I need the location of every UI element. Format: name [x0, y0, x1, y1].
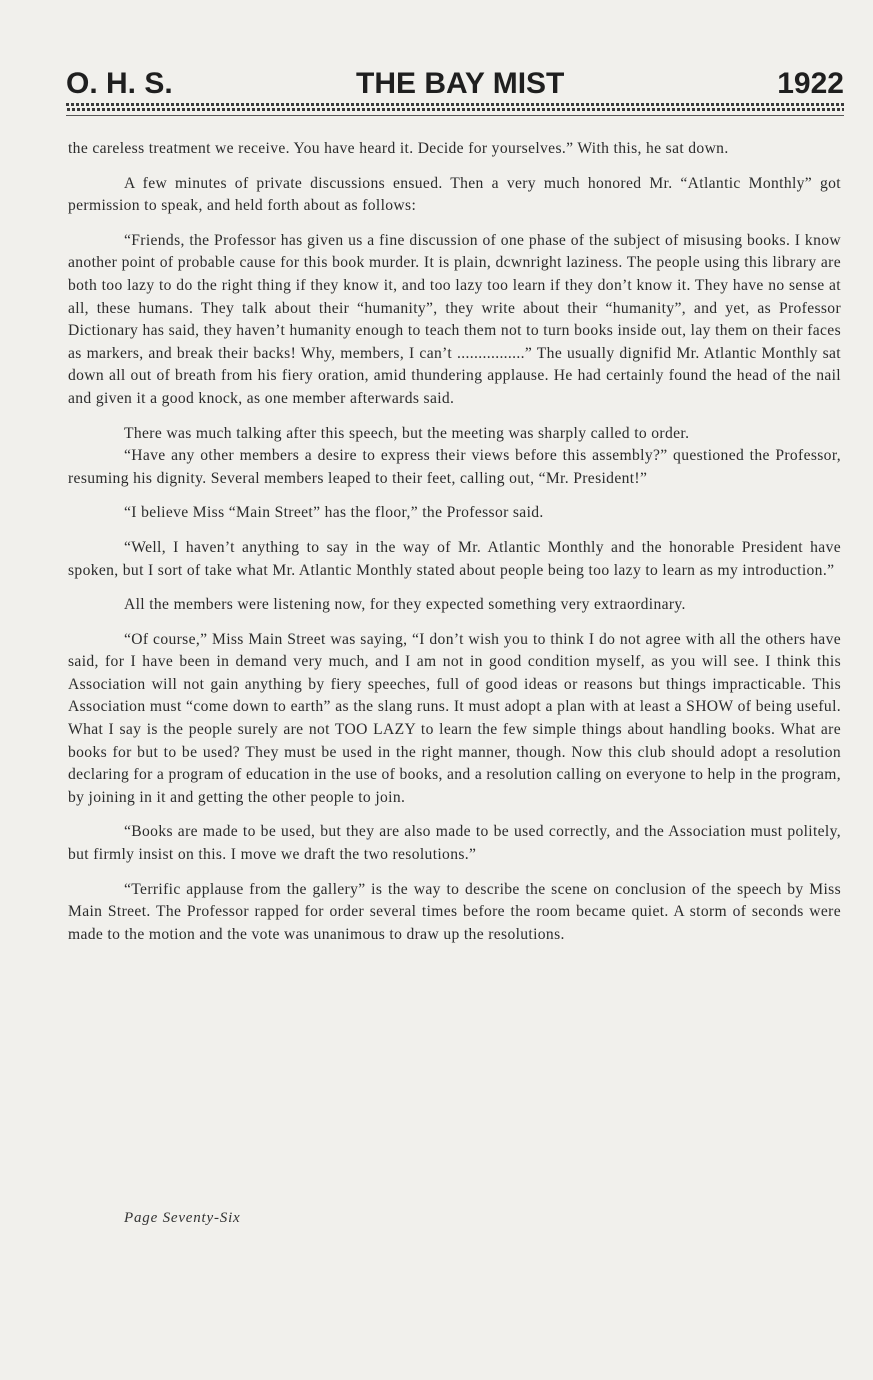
running-header [66, 66, 844, 102]
paragraph: “Well, I haven’t anything to say in the way of Mr. Atlantic Monthly and the honorable President have spoken, but I sort of take what Mr. Atlantic Monthly stated about people being too lazy to learn as my introduction.” [68, 538, 841, 579]
school-initials: O. H. S. [66, 67, 173, 100]
paragraph: “Friends, the Professor has given us a fine discussion of one phase of the subject of misusing books. I know another point of probable cause for this book murder. It is plain, dcwnright laziness. The people using this library are both too lazy to do the right thing if they know it, and too lazy too learn if they don’t know it. They have no sense at all, these humans. They talk about their “humanity”, they write about their “humanity”, and yet, as Professor Dictionary has said, they haven’t humanity enough to teach them not to turn books inside out, lay them on their faces as markers, and break their backs! Why, members, I can’t ................” The usually dignifid Mr. Atlantic Monthly sat down all out of breath from his fiery oration, amid thundering applause. He had certainly found the head of the nail and given it a good knock, as one member afterwards said. [68, 231, 841, 407]
page-number: Page Seventy-Six [124, 1210, 241, 1226]
paragraph: All the members were listening now, for they expected something very extraordinary. [124, 596, 686, 614]
paragraph: “Terrific applause from the gallery” is the way to describe the scene on conclusion of the speech by Miss Main Street. The Professor rapped for order several times before the room became quiet. A storm of seconds were made to the motion and the vote was unanimous to draw up the resolutions. [68, 880, 841, 943]
paragraph: “Have any other members a desire to express their views before this assembly?” questioned the Professor, resuming his dignity. Several members leaped to their feet, calling out, “Mr. President!” [68, 447, 841, 487]
publication-title: THE BAY MIST [356, 67, 565, 100]
paragraph: There was much talking after this speech, but the meeting was sharply called to order. [124, 424, 690, 442]
paragraph: the careless treatment we receive. You have heard it. Decide for yourselves.” With this, he sat down. [68, 140, 729, 157]
paragraph: “Of course,” Miss Main Street was saying, “I don’t wish you to think I do not agree with all the others have said, for I have been in demand very much, and I am not in good condition myself, as you will see. I think this Association will not gain anything by fiery speeches, full of good ideas or reasons but things impracticable. This Association must “come down to earth” as the slang runs. It must adopt a plan with at least a SHOW of being useful. What I say is the people surely are not TOO LAZY to learn the few simple things about handling books. What are books for but to be used? They must be used in the right manner, though. Now this club should adopt a resolution declaring for a program of education in the use of books, and a resolution calling on everyone to help in the program, by joining in it and getting the other people to join. [68, 630, 841, 806]
paragraph: “Books are made to be used, but they are also made to be used correctly, and the Association must politely, but firmly insist on this. I move we draft the two resolutions.” [68, 823, 841, 864]
article-body [68, 138, 841, 958]
paragraph: “I believe Miss “Main Street” has the floor,” the Professor said. [124, 504, 544, 522]
header-divider [66, 101, 844, 116]
paragraph: A few minutes of private discussions ensued. Then a very much honored Mr. “Atlantic Monthly” got permission to speak, and held forth about as follows: [68, 174, 841, 215]
publication-year: 1922 [777, 67, 844, 100]
